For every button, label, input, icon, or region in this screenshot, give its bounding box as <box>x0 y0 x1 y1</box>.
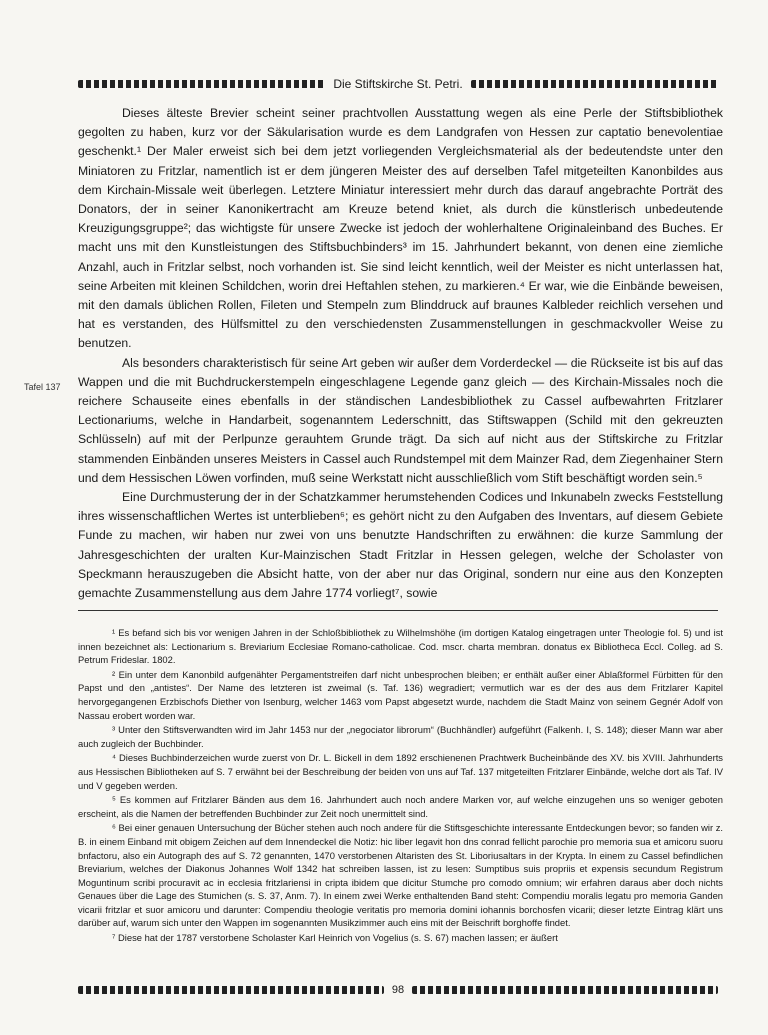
footnote: ³ Unter den Stiftsverwandten wird im Jahr 1453 nur der „negociator librorum“ (Buchhändler) aufgeführt (Falkenh. I, S. 148); dieser Mann war aber auch zugleich der Buchbinder. <box>78 724 723 749</box>
running-header <box>78 76 718 92</box>
footer-ornament-left <box>78 986 384 994</box>
footnote: ² Ein unter dem Kanonbild aufgenähter Pergamentstreifen darf nicht unbesprochen bleiben; er enthält außer einer Ablaßformel Fürbitten für den Papst und den „antistes“. Der Name des letzteren ist zweimal (s. Taf. 136) wegradiert; vermutlich war es der des aus dem Fritzlarer Kapitel hervorgegangenen Erzbischofs Diether von Isenburg, welcher 1463 vom Papst abgesetzt wurde, nachdem die Stadt Mainz von seinem Gegnér Adolf von Nassau erobert worden war. <box>78 668 723 721</box>
paragraph: Dieses älteste Brevier scheint seiner prachtvollen Ausstattung wegen als eine Perle der Stiftsbibliothek gegolten zu haben, kurz vor der Säkularisation wurde es dem Landgrafen von Hessen zur captatio benevolentiae geschenkt.¹ Der Maler erweist sich bei dem jetzt vorliegenden Vergleichsmaterial als der bedeutendste unter den Miniatoren zu Fritzlar, namentlich ist er dem jüngeren Meister des auf derselben Tafel mitgeteilten Kanonbildes aus dem Kirchain-Missale weit überlegen. Letztere Miniatur interessiert mehr durch das darauf angebrachte Porträt des Donators, der in seiner Kanonikertracht am Kreuze betend kniet, als durch die künstlerisch unbedeutende Kreuzigungsgruppe²; das wichtigste für unsere Zwecke ist jedoch der wohlerhaltene Originaleinband des Buches. Er macht uns mit den Kunstleistungen des Stiftsbuchbinders³ im 15. Jahrhundert bekannt, von denen eine ziemliche Anzahl, auch in Fritzlar selbst, noch vorhanden ist. Sie sind leicht kenntlich, weil der Meister es nicht unterlassen hat, seine Arbeiten mit kleinen Schildchen, worin drei Heftahlen stehen, zu markieren.⁴ Er war, wie die Einbände beweisen, mit den damals üblichen Rollen, Fileten und Stempeln zum Blinddruck auf braunes Kalbleder reichlich versehen und hat es verstanden, des Hülfsmittel zu den verschiedensten Zusammenstellungen in geschmackvoller Weise zu benutzen. <box>78 106 723 351</box>
page-number: 98 <box>391 984 405 996</box>
footnote: ¹ Es befand sich bis vor wenigen Jahren in der Schloßbibliothek zu Wilhelmshöhe (im dortigen Katalog eingetragen unter Theologie fol. 5) und ist innen bezeichnet als: Lectionarium s. Breviarium Ecclesiae Romano-catholicae. Cod. mscr. charta membran. donatus ex Bibliotheca Eccl. Colleg. ad S. Petrum Frideslar. 1802. <box>78 627 723 666</box>
header-title: Die Stiftskirche St. Petri. <box>333 77 463 91</box>
footnote: ⁴ Dieses Buchbinderzeichen wurde zuerst von Dr. L. Bickell in dem 1892 erschienenen Prachtwerk Bucheinbände des XV. bis XVIII. Jahrhunderts aus Hessischen Bibliotheken auf S. 7 erwähnt bei der Beschreibung der beiden von uns auf Taf. 137 mitgeteilten Fritzlarer Einbände, welche dort als Taf. IV und V gegeben werden. <box>78 752 723 791</box>
margin-note-plate: Tafel 137 <box>24 382 61 392</box>
footnote-rule <box>78 610 718 611</box>
paragraph: Als besonders charakteristisch für seine Art geben wir außer dem Vorderdeckel — die Rückseite ist bis auf das Wappen und die mit Buchdruckerstempeln eingeschlagene Legende ganz gleich — des Kirchain-Missales noch die reichere Schauseite eines ebenfalls in der ständischen Landesbibliothek zu Cassel aufbewahrten Fritzlarer Lectionariums, welche in Handarbeit, sogenanntem Lederschnitt, das Stiftswappen (Schild mit den gekreuzten Schlüsseln) auf mit der Perlpunze gerauhtem Grunde trägt. Da sich auf nicht aus der Stiftskirche zu Fritzlar stammenden Einbänden unseres Meisters in Cassel auch Rundstempel mit dem Mainzer Rad, dem Ziegenhainer Stern und dem Hessischen Löwen vorfinden, muß seine Werkstatt nicht ausschließlich vom Stift beschäftigt worden sein.⁵ <box>78 355 723 485</box>
footnotes <box>78 626 723 946</box>
footer-ornament-right <box>412 986 718 994</box>
footnote: ⁶ Bei einer genauen Untersuchung der Bücher stehen auch noch andere für die Stiftsgeschichte interessante Entdeckungen bevor; so fanden wir z. B. in einem Einband mit obigem Zeichen auf dem Innendeckel die Notiz: hic liber legavit hon dns conrad fellicht parochie pro memoria sua et amicoru suoru bnfactoru, also ein Autograph des auf S. 72 genannten, 1470 verstorbenen Altaristen des St. Liboriusaltars in der Krypta. In einem zu Cassel befindlichen Breviarium, welches der Diakonus Johannes Wolf 1342 hat schreiben lassen, ist zu lesen: Sumptibus suis propriis et expensis secundum Registrum Moguntinum scribi procuravit ac in ecclesia fritzlariensi in cripta ibidem que dicitur Stumche pro comodo omnium; wir erfahren daraus aber doch nichts Genaues über die Lage des Stumichen (s. S. 37, Anm. 7). In einem zwei Werke enthaltenden Band steht: Compendiu moralis legatu pro memoria Ganden vicarii fritzlar et suor amicoru und darunter: Compendiu theologie veritatis pro memoria domini iohannis borchosfen vicarii; dieser letzte Eintrag klärt uns darüber auf, warum sich unter den Wappen im sogenannten Musikzimmer auch eins mit der Beischrift borghoffe findet. <box>78 822 723 929</box>
running-footer <box>78 983 718 997</box>
main-text <box>78 104 723 603</box>
paragraph: Eine Durchmusterung der in der Schatzkammer herumstehenden Codices und Inkunabeln zwecks Feststellung ihres wissenschaftlichen Wertes ist unterblieben⁶; es gehört nicht zu den Aufgaben des Inventars, auf diesem Gebiete Funde zu machen, wir haben nur zwei von uns benutzte Handschriften zu erwähnen: die kurze Sammlung der Jahresgeschichten der uralten Kur-Mainzischen Stadt Fritzlar in Hessen gelegen, welche der Scholaster von Speckmann herauszugeben die Absicht hatte, von der aber nur das Original, sondern nur eine aus den Konzepten gemachte Zusammenstellung aus dem Jahre 1774 vorliegt⁷, sowie <box>78 490 723 601</box>
header-ornament-left <box>78 80 325 88</box>
header-ornament-right <box>471 80 718 88</box>
footnote: ⁵ Es kommen auf Fritzlarer Bänden aus dem 16. Jahrhundert auch noch andere Marken vor, auf welche einzugehen uns so weniger geboten erscheint, als die Namen der betreffenden Buchbinder zur Zeit noch unermittelt sind. <box>78 794 723 819</box>
footnote: ⁷ Diese hat der 1787 verstorbene Scholaster Karl Heinrich von Vogelius (s. S. 67) machen lassen; er äußert <box>112 932 558 944</box>
